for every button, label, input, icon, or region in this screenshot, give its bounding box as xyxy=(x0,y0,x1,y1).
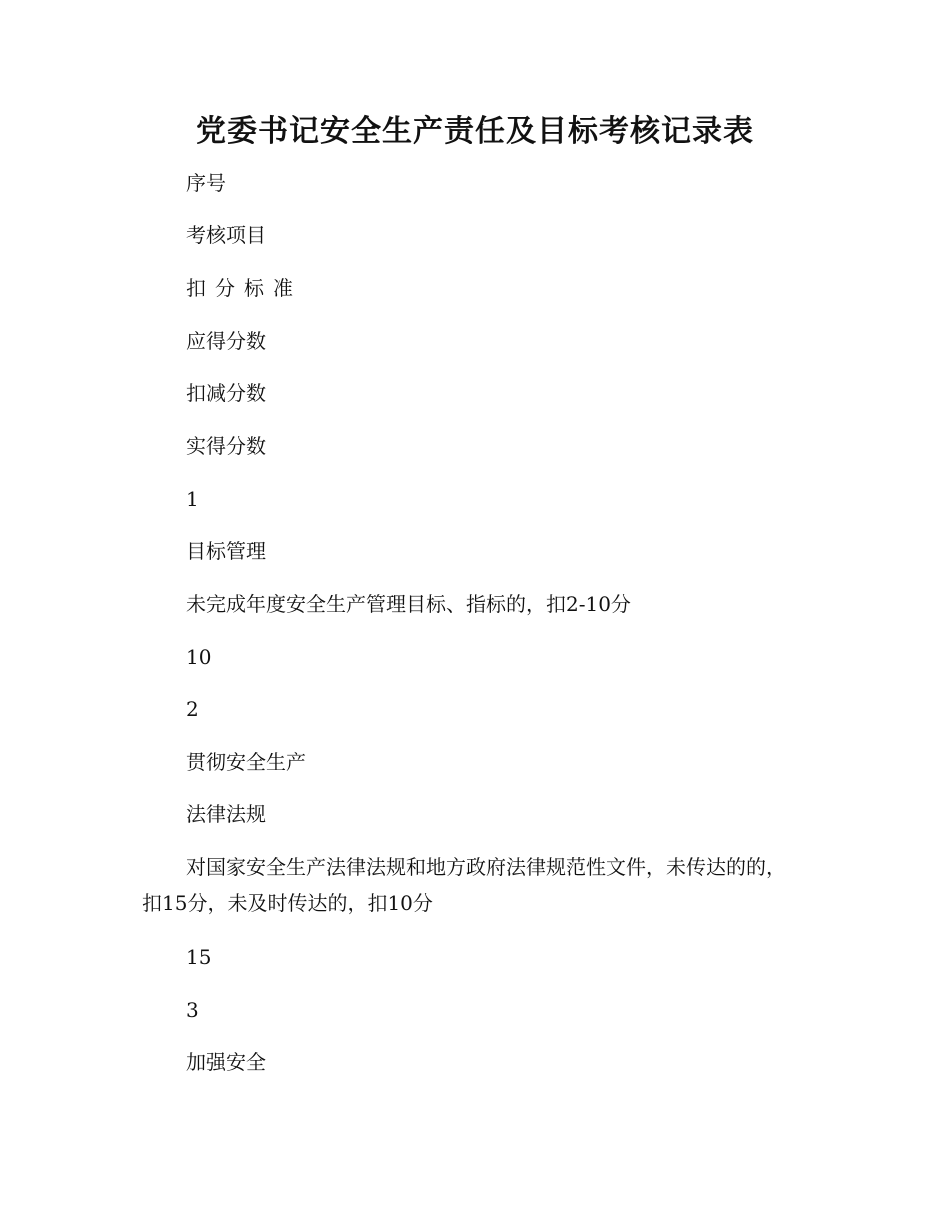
text-paragraph-row-2-criteria: 对国家安全生产法律法规和地方政府法律规范性文件，未传达的的，扣15分，未及时传达的，扣10分 xyxy=(142,855,786,915)
text-line-row-2-item-b: 法律法规 xyxy=(186,802,266,826)
text-line-row-3-item: 加强安全 xyxy=(186,1050,266,1074)
text-line-row-2-item-a: 贯彻安全生产 xyxy=(186,750,306,774)
text-line-row-1-score: 10 xyxy=(186,645,212,669)
text-line-deduct-score-header: 扣减分数 xyxy=(186,381,266,405)
text-line-due-score-header: 应得分数 xyxy=(186,329,266,353)
text-line-row-2-number: 2 xyxy=(186,697,199,721)
text-line-row-1-number: 1 xyxy=(186,487,199,511)
text-line-item-header: 考核项目 xyxy=(186,223,266,247)
document-title: 党委书记安全生产责任及目标考核记录表 xyxy=(196,114,754,149)
text-line-row-1-criteria: 未完成年度安全生产管理目标、指标的，扣2-10分 xyxy=(186,592,631,616)
text-line-seq-header: 序号 xyxy=(186,171,226,195)
text-line-criteria-header: 扣分标准 xyxy=(186,276,302,300)
text-line-actual-score-header: 实得分数 xyxy=(186,434,266,458)
text-line-row-1-item: 目标管理 xyxy=(186,539,266,563)
text-line-row-2-score: 15 xyxy=(186,945,212,969)
text-line-row-3-number: 3 xyxy=(186,998,199,1022)
